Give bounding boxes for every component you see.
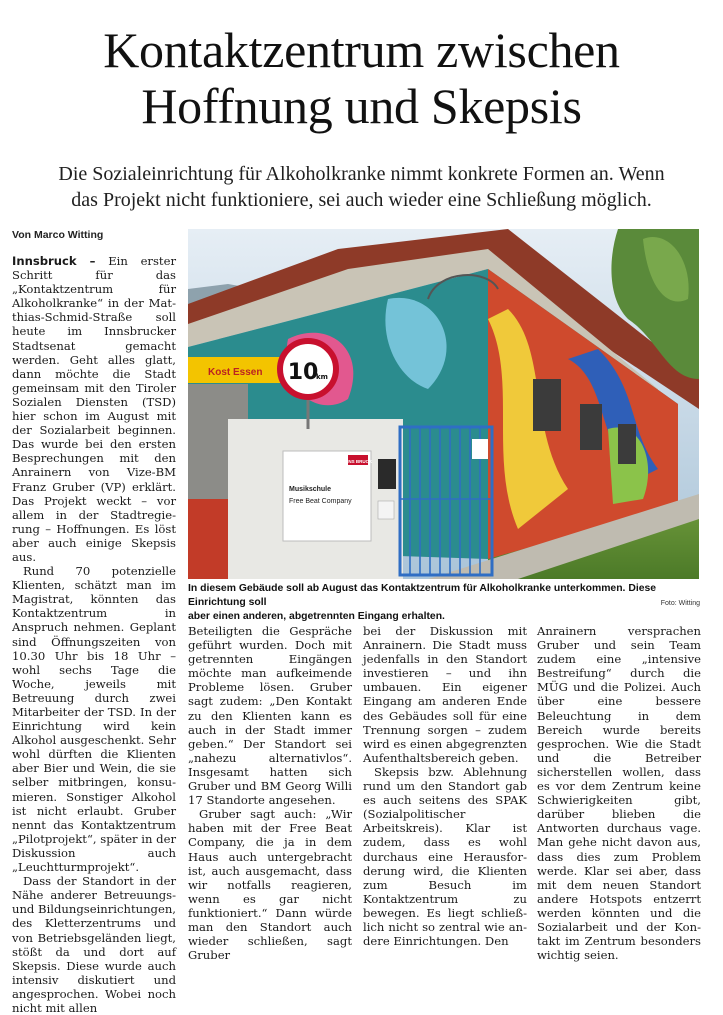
- paragraph: Skepsis bzw. Ablehnung rund um den Standort gab es auch seitens des SPAK (Sozialpolitischer Arbeitskreis). Klar ist zudem, dass es wohl durchaus eine Herausforderung wird, die Klienten zum Besuch im Kontaktzentrum zu bewegen. Es liegt schließlich nicht so zentral wie andere Einrichtungen. Den: [363, 764, 527, 949]
- photo-credit: Foto: Witting: [660, 600, 700, 607]
- paragraph: Rund 70 potenzielle Klienten, schätzt man im Magistrat, könnten das Kontaktzentrum in Anspruch nehmen. Geplant sind Öffnungszeiten von 10.30 Uhr bis 18 Uhr – wohl sechs Tage die Woche, jeweils mit Betreuung durch zwei Mitarbeiter der TSD. In der Einrichtung wird kein Alkohol ausgeschenkt. Sehr wohl dürften die Klienten aber Bier und Wein, die sie selber mitbringen, konsumieren. Sonstiger Alkohol ist nicht erlaubt. Gruber nennt das Kontaktzentrum „Pilotprojekt“, später in der Diskussion auch „Leuchtturmprojekt“.: [12, 564, 176, 875]
- photo-illustration: [188, 229, 699, 579]
- headline: [0, 22, 723, 134]
- paragraph: [12, 254, 176, 564]
- paragraph: Gruber sagt auch: „Wir haben mit der Free Beat Company, die ja in dem Haus auch untergebracht ist, auch ausgemacht, dass wir notfalls reagieren, wenn es gar nicht funktioniert.“ Dann würde man den Standort auch wieder schließen, sagt Gruber: [188, 807, 352, 963]
- headline-line-2: Hoffnung und Skepsis: [141, 78, 582, 134]
- door-sign-line-2: Free Beat Company: [289, 498, 352, 505]
- shop-sign-text: Kost Essen: [208, 367, 263, 378]
- paragraph: Dass der Standort in der Nähe anderer Betreuungs- und Bildungseinrichtungen, des Kletterzentrums und von Betriebsgeländen liegt, stößt da und dort auf Skepsis. Diese wurde auch intensiv diskutiert und angesprochen. Wobei noch nicht mit allen: [12, 874, 176, 1015]
- article-photo: [188, 229, 699, 579]
- gate-notice: [472, 439, 488, 459]
- window: [533, 379, 561, 431]
- paragraph: bei der Diskussion mit Anrainern. Die Stadt muss jedenfalls in den Standort investieren – und ihn umbauen. Ein eigener Eingang am anderen Ende des Gebäudes soll für eine Trennung sorgen – zudem wird es einen abgegrenzten Aufenthaltsbereich geben.: [363, 624, 527, 765]
- byline: Von Marco Witting: [12, 229, 104, 241]
- article-column-4: [537, 624, 701, 962]
- paragraph: Beteiligten die Gespräche geführt wurden. Doch mit getrennten Eingängen möchte man aufkeimende Probleme lösen. Gruber sagt zudem: „Den Kontakt zu den Klienten kann es auch in der Stadt immer geben.“ Der Standort sei „nahezu alternativlos“. Insgesamt hatten sich Gruber und BM Georg Willi 17 Standorte angesehen.: [188, 624, 352, 808]
- article-column-2: [188, 624, 352, 962]
- window: [580, 404, 602, 450]
- mailbox: [378, 459, 396, 489]
- red-post: [188, 499, 228, 579]
- subheadline-line-2: das Projekt nicht funktioniere, sei auch wieder eine Schließung möglich.: [71, 189, 652, 211]
- door-sign-line-1: Musikschule: [289, 486, 332, 493]
- window: [618, 424, 636, 464]
- subheadline-line-1: Die Sozialeinrichtung für Alkoholkranke nimmt konkrete Formen an. Wenn: [58, 163, 665, 185]
- speed-limit-value: 10: [287, 360, 319, 385]
- article-column-3: [363, 624, 527, 948]
- paragraph: Anrainern versprachen Gruber und sein Team zudem eine „intensive Bestreifung“ durch die MÜG und die Polizei. Auch über eine bessere Beleuchtung in dem Bereich wurde bereits gesprochen. Wie die Stadt und die Betreiber sicherstellen wollen, dass es vor dem Zentrum keine Schwierigkeiten gibt, darüber blieben die Antworten durchaus vage. Man gehe nicht davon aus, dass dies zum Problem werde. Klar sei aber, dass mit dem neuen Standort andere Hotspots entzerrt werden könnten und die Sozialarbeit und der Kontakt im Zentrum besonders wichtig seien.: [537, 624, 701, 963]
- intercom: [378, 501, 394, 519]
- dateline: Innsbruck –: [12, 254, 96, 268]
- city-logo-text: INNS BRUCK: [343, 459, 373, 464]
- caption-line-1: In diesem Gebäude soll ab August das Kontaktzentrum für Alkoholkranke unterkommen. Diese Einrichtung soll: [188, 583, 657, 608]
- article-column-1: [12, 254, 176, 1015]
- paragraph-text: Ein erster Schritt für das „Kontaktzentrum für Alkoholkranke“ in der Matthias-Schmid-Straße soll heute im Innsbrucker Stadtsenat gemacht werden. Geht alles glatt, dann möchte die Stadt gemeinsam mit den Tiroler Sozialen Diensten (TSD) hier schon im August mit der Sozialarbeit beginnen. Das wurde bei den ersten Besprechungen mit den Anrainern von Vize-BM Franz Gruber (VP) erklärt. Das Projekt weckt – vor allem in der Stadtregierung – Hoffnungen. Es löst aber auch einige Skepsis aus.: [12, 254, 176, 564]
- subheadline: [0, 161, 723, 213]
- headline-line-1: Kontaktzentrum zwischen: [103, 22, 620, 78]
- caption-line-2: aber einen anderen, abgetrennten Eingang erhalten.: [188, 611, 445, 622]
- speed-limit-unit: km: [316, 373, 328, 381]
